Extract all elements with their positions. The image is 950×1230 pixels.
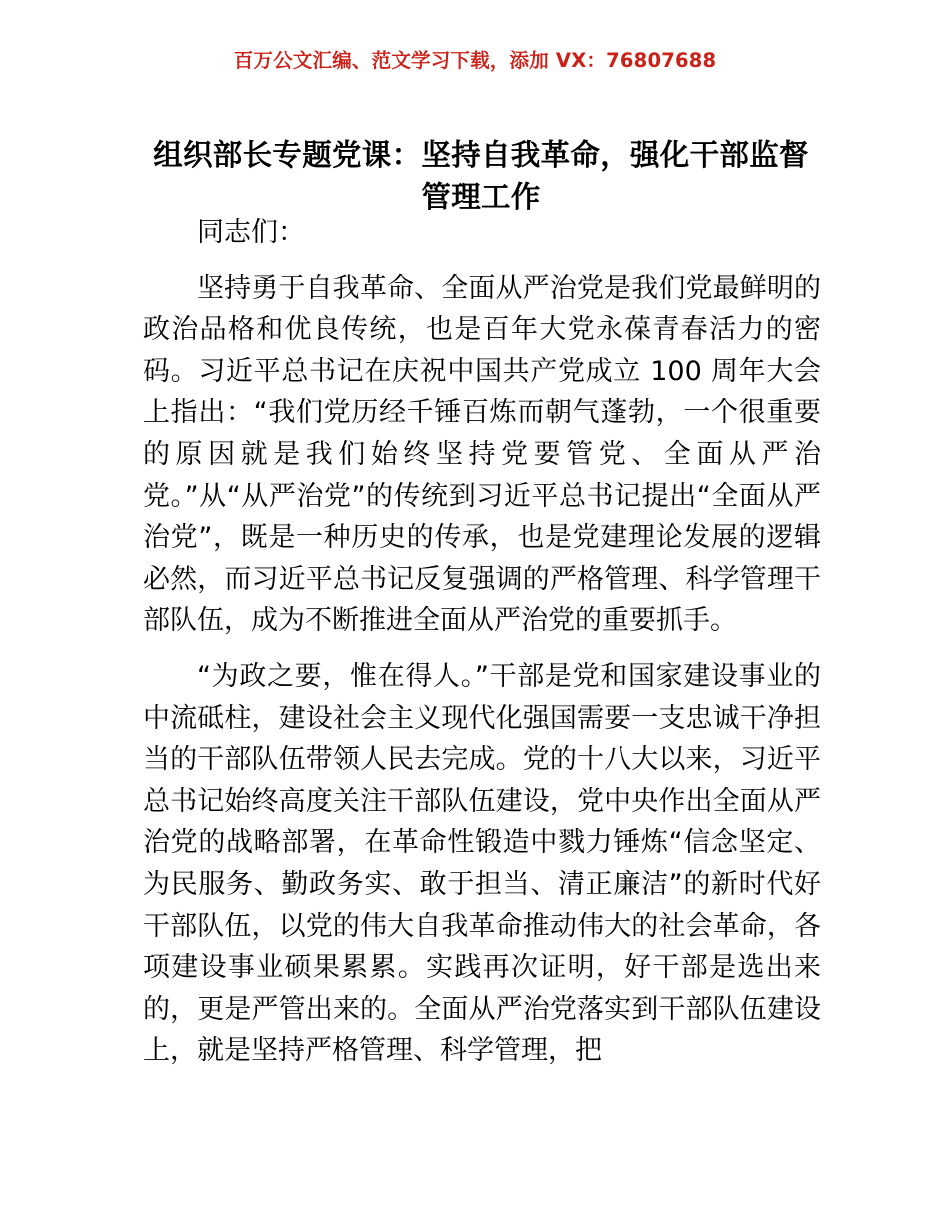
document-body [143,212,821,1072]
body-paragraph: 坚持勇于自我革命、全面从严治党是我们党最鲜明的政治品格和优良传统，也是百年大党永葆青春活力的密码。习近平总书记在庆祝中国共产党成立 100 周年大会上指出：“我们党历经千锤百炼而朝气蓬勃，一个很重要的原因就是我们始终坚持党要管党、全面从严治党。”从“从严治党”的传统到习近平总书记提出“全面从严治党”，既是一种历史的传承，也是党建理论发展的逻辑必然，而习近平总书记反复强调的严格管理、科学管理干部队伍，成为不断推进全面从严治党的重要抓手。 [143,272,821,637]
page-title: 组织部长专题党课：坚持自我革命，强化干部监督管理工作 [153,137,809,214]
promo-header-text: 百万公文汇编、范文学习下载，添加 VX：76807688 [233,49,717,72]
body-paragraph: “为政之要，惟在得人。”干部是党和国家建设事业的中流砥柱，建设社会主义现代化强国需要一支忠诚干净担当的干部队伍带领人民去完成。党的十八大以来，习近平总书记始终高度关注干部队伍建设，党中央作出全面从严治党的战略部署，在革命性锻造中戮力锤炼“信念坚定、为民服务、勤政务实、敢于担当、清正廉洁”的新时代好干部队伍，以党的伟大自我革命推动伟大的社会革命，各项建设事业硕果累累。实践再次证明，好干部是选出来的，更是严管出来的。全面从严治党落实到干部队伍建设上，就是坚持严格管理、科学管理，把 [143,660,821,1067]
salutation-line: 同志们： [197,217,305,248]
